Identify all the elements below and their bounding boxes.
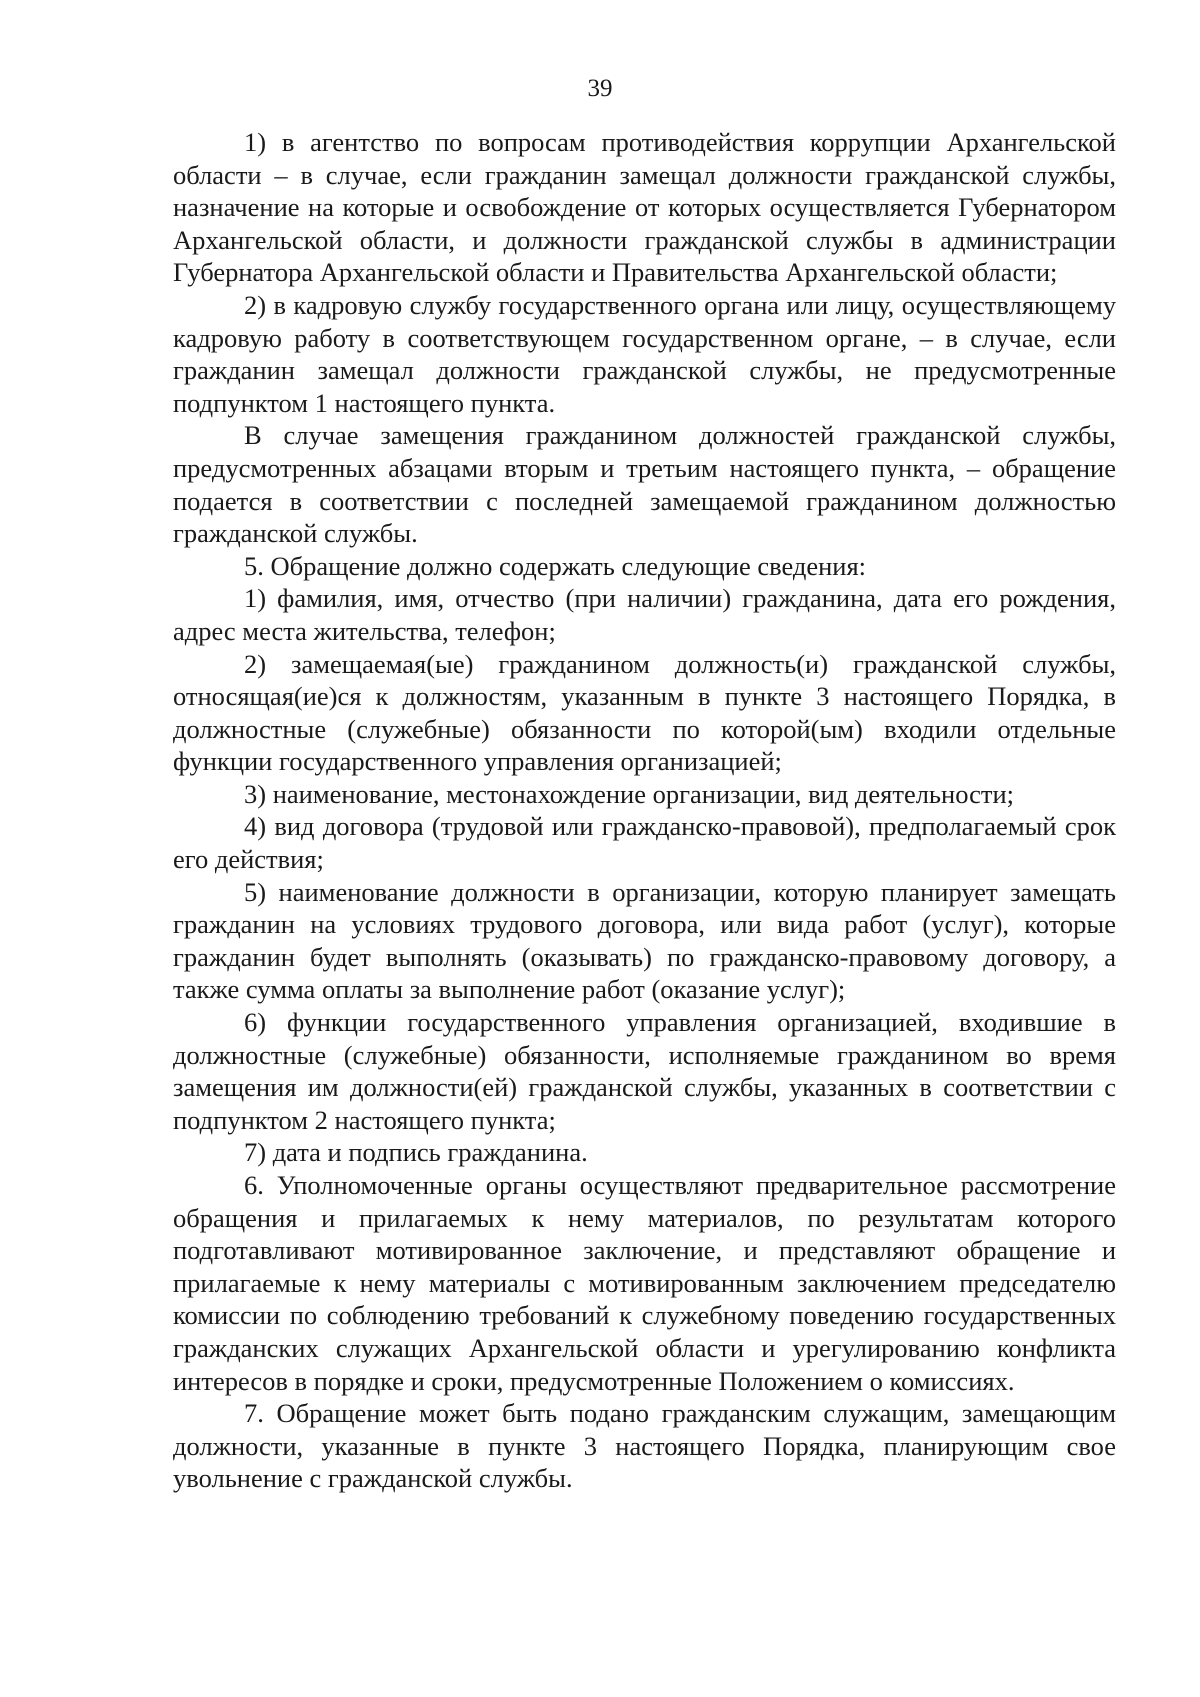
document-body	[173, 126, 1116, 1495]
paragraph-item-5-position-in-org: 5) наименование должности в организации, которую планирует замещать гражданин на условиях трудового договора, или вида работ (услуг), которые гражданин будет выполнять (оказывать) по гражданско-правовому договору, а также сумма оплаты за выполнение работ (оказание услуг);	[173, 876, 1116, 1005]
paragraph-section-7: 7. Обращение может быть подано гражданским служащим, замещающим должности, указанные в пункте 3 настоящего Порядка, планирующим свое увольнение с гражданской службы.	[173, 1398, 1116, 1494]
paragraph-item-1-name: 1) фамилия, имя, отчество (при наличии) гражданина, дата его рождения, адрес места жительства, телефон;	[173, 583, 1116, 646]
paragraph-personnel-service: 2) в кадровую службу государственного органа или лицу, осуществляющему кадровую работу в соответствующем государственном органе, – в случае, если гражданин замещал должности гражданской службы, не предусмотренные подпунктом 1 настоящего пункта.	[173, 289, 1116, 418]
paragraph-agency: 1) в агентство по вопросам противодействия коррупции Архангельской области – в случае, если гражданин замещал должности гражданской службы, назначение на которые и освобождение от которых осуществляется Губернатором Архангельской области, и должности гражданской службы в администрации Губернатора Архангельской области и Правительства Архангельской области;	[173, 127, 1116, 288]
paragraph-item-7-signature: 7) дата и подпись гражданина.	[244, 1137, 588, 1168]
paragraph-item-6-functions: 6) функции государственного управления организацией, входившие в должностные (служебные) обязанности, исполняемые гражданином во время замещения им должности(ей) гражданской службы, указанных в соответствии с подпунктом 2 настоящего пункта;	[173, 1007, 1116, 1135]
paragraph-item-2-position: 2) замещаемая(ые) гражданином должность(и) гражданской службы, относящая(ие)ся к должностям, указанным в пункте 3 настоящего Порядка, в должностные (служебные) обязанности по которой(ым) входили отдельные функции государственного управления организацией;	[173, 648, 1116, 777]
paragraph-section-5: 5. Обращение должно содержать следующие сведения:	[244, 550, 867, 581]
paragraph-section-6: 6. Уполномоченные органы осуществляют предварительное рассмотрение обращения и прилагаемых к нему материалов, по результатам которого подготавливают мотивированное заключение, и представляют обращение и прилагаемые к нему материалы с мотивированным заключением председателю комиссии по соблюдению требований к служебному поведению государственных гражданских служащих Архангельской области и урегулированию конфликта интересов в порядке и сроки, предусмотренные Положением о комиссиях.	[173, 1170, 1116, 1396]
paragraph-last-position: В случае замещения гражданином должностей гражданской службы, предусмотренных абзацами вторым и третьим настоящего пункта, – обращение подается в соответствии с последней замещаемой гражданином должностью гражданской службы.	[173, 420, 1116, 549]
paragraph-item-3-organization: 3) наименование, местонахождение организации, вид деятельности;	[244, 778, 1014, 809]
paragraph-item-4-contract: 4) вид договора (трудовой или гражданско-правовой), предполагаемый срок его действия;	[173, 811, 1116, 875]
page-number: 39	[587, 75, 613, 102]
